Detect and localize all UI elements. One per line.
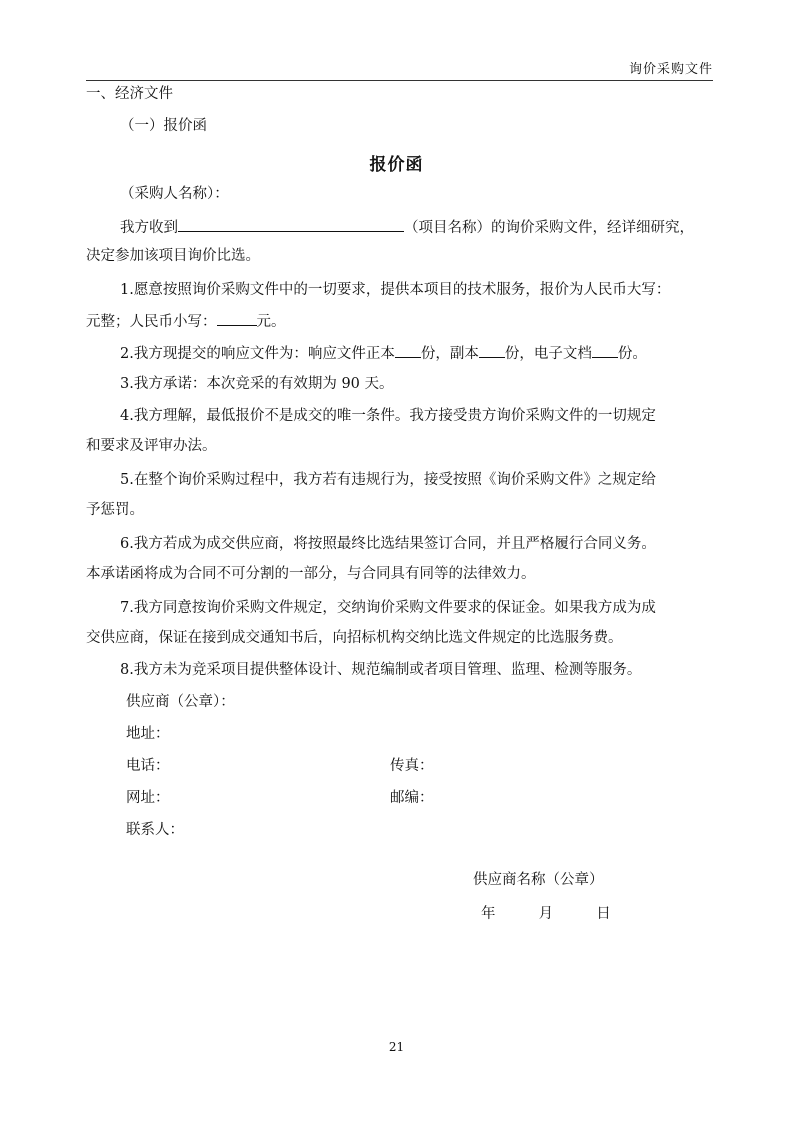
item1-line-2 xyxy=(86,310,286,332)
item2-text-b: 份，副本 xyxy=(420,346,479,362)
item2-text-a: 2.我方现提交的响应文件为：响应文件正本 xyxy=(120,346,395,362)
intro-after-blank: （项目名称）的询价采购文件，经详细研究， xyxy=(404,220,694,236)
item1-line-1: 1.愿意按照询价采购文件中的一切要求，提供本项目的技术服务，报价为人民币大写： xyxy=(120,282,671,298)
intro-line-2: 决定参加该项目询价比选。 xyxy=(86,248,260,264)
signature-date: 年 月 日 xyxy=(481,906,619,922)
project-name-blank[interactable] xyxy=(178,216,404,232)
section-heading: 一、经济文件 xyxy=(86,86,173,102)
item4-line-2: 和要求及评审办法。 xyxy=(86,438,217,454)
item8-line: 8.我方未为竞采项目提供整体设计、规范编制或者项目管理、监理、检测等服务。 xyxy=(120,662,642,678)
fax-field-label: 传真： xyxy=(390,758,434,774)
item1-text-a: 元整；人民币小写： xyxy=(86,314,217,330)
item2-text-c: 份，电子文档 xyxy=(504,346,592,362)
address-field-label: 地址： xyxy=(126,726,170,742)
item7-line-2: 交供应商，保证在接到成交通知书后，向招标机构交纳比选文件规定的比选服务费。 xyxy=(86,630,623,646)
item4-line-1: 4.我方理解，最低报价不是成交的唯一条件。我方接受贵方询价采购文件的一切规定 xyxy=(120,408,656,424)
page-header xyxy=(86,54,713,81)
item5-line-1: 5.在整个询价采购过程中，我方若有违规行为，接受按照《询价采购文件》之规定给 xyxy=(120,472,656,488)
price-lowercase-blank[interactable] xyxy=(217,310,257,326)
salutation: （采购人名称）： xyxy=(120,186,229,202)
item6-line-2: 本承诺函将成为合同不可分割的一部分，与合同具有同等的法律效力。 xyxy=(86,566,536,582)
signature-name: 供应商名称（公章） xyxy=(473,872,604,888)
contact-field-label: 联系人： xyxy=(126,822,184,838)
item5-line-2: 予惩罚。 xyxy=(86,502,144,518)
item7-line-1: 7.我方同意按询价采购文件规定，交纳询价采购文件要求的保证金。如果我方成为成 xyxy=(120,600,656,616)
phone-field-label: 电话： xyxy=(126,758,170,774)
postcode-field-label: 邮编： xyxy=(390,790,434,806)
item2-text-d: 份。 xyxy=(617,346,647,362)
item3-line: 3.我方承诺：本次竞采的有效期为 90 天。 xyxy=(120,376,394,392)
section-subheading: （一）报价函 xyxy=(120,118,207,134)
intro-before-blank: 我方收到 xyxy=(120,220,178,236)
original-copies-blank[interactable] xyxy=(395,342,421,358)
electronic-copies-blank[interactable] xyxy=(592,342,618,358)
page-number: 21 xyxy=(388,1040,405,1054)
intro-line-1 xyxy=(120,216,694,238)
header-title: 询价采购文件 xyxy=(628,62,713,77)
duplicate-copies-blank[interactable] xyxy=(479,342,505,358)
website-field-label: 网址： xyxy=(126,790,170,806)
supplier-field-label: 供应商（公章）： xyxy=(126,694,235,710)
item1-text-b: 元。 xyxy=(256,314,286,330)
item2-line xyxy=(120,342,647,364)
letter-title: 报价函 xyxy=(369,155,424,175)
item6-line-1: 6.我方若成为成交供应商，将按照最终比选结果签订合同，并且严格履行合同义务。 xyxy=(120,536,656,552)
